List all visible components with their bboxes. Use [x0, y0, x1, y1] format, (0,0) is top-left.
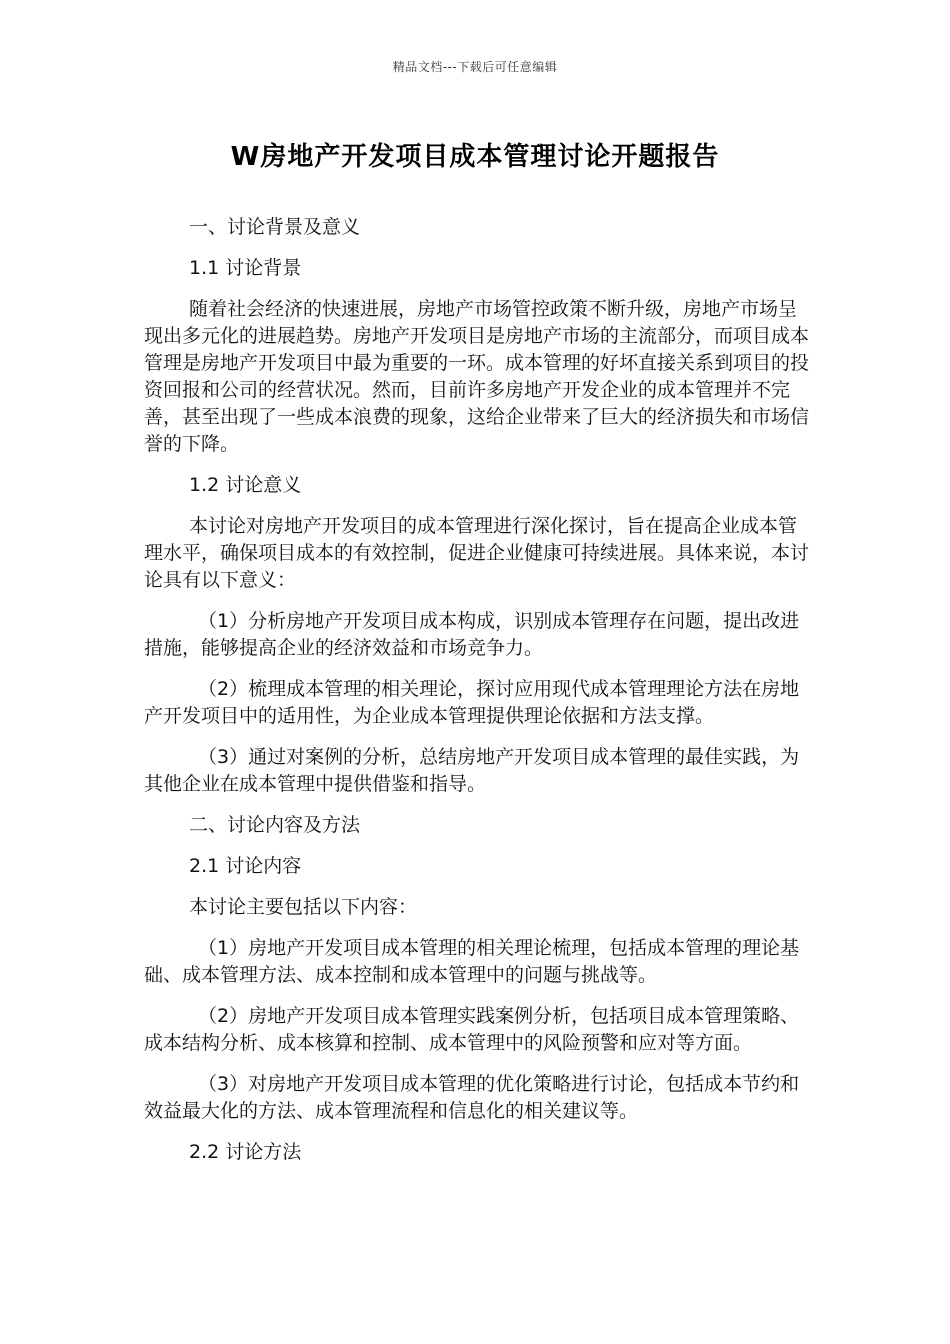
list-item: （3）对房地产开发项目成本管理的优化策略进行讨论，包括成本节约和效益最大化的方法、成本管理流程和信息化的相关建议等。	[144, 1073, 800, 1122]
paragraph-background: 随着社会经济的快速进展，房地产市场管控政策不断升级，房地产市场呈现出多元化的进展趋势。房地产开发项目是房地产市场的主流部分，而项目成本管理是房地产开发项目中最为重要的一环。成本管理的好坏直接关系到项目的投资回报和公司的经营状况。然而，目前许多房地产开发企业的成本管理并不完善，甚至出现了一些成本浪费的现象，这给企业带来了巨大的经济损失和市场信誉的下降。	[144, 298, 810, 455]
subsection-heading-2-1: 2.1 讨论内容	[189, 855, 302, 877]
list-item: （3）通过对案例的分析，总结房地产开发项目成本管理的最佳实践，为其他企业在成本管理中提供借鉴和指导。	[144, 746, 800, 795]
document-body	[144, 214, 812, 1180]
paragraph-significance: 本讨论对房地产开发项目的成本管理进行深化探讨，旨在提高企业成本管理水平，确保项目成本的有效控制，促进企业健康可持续进展。具体来说，本讨论具有以下意义：	[144, 515, 810, 591]
header-note: 精品文档---下载后可任意编辑	[392, 60, 558, 74]
section-heading-1: 一、讨论背景及意义	[189, 216, 361, 238]
paragraph-content-intro: 本讨论主要包括以下内容：	[189, 896, 418, 918]
section-heading-2: 二、讨论内容及方法	[189, 814, 361, 836]
subsection-heading-2-2: 2.2 讨论方法	[189, 1141, 302, 1163]
subsection-heading-1-1: 1.1 讨论背景	[189, 257, 302, 279]
subsection-heading-1-2: 1.2 讨论意义	[189, 474, 302, 496]
list-item: （2）梳理成本管理的相关理论，探讨应用现代成本管理理论方法在房地产开发项目中的适用性，为企业成本管理提供理论依据和方法支撑。	[144, 678, 800, 727]
list-item: （2）房地产开发项目成本管理实践案例分析，包括项目成本管理策略、成本结构分析、成本核算和控制、成本管理中的风险预警和应对等方面。	[144, 1005, 800, 1054]
list-item: （1）房地产开发项目成本管理的相关理论梳理，包括成本管理的理论基础、成本管理方法、成本控制和成本管理中的问题与挑战等。	[144, 937, 800, 986]
list-item: （1）分析房地产开发项目成本构成，识别成本管理存在问题，提出改进措施，能够提高企业的经济效益和市场竞争力。	[144, 610, 800, 659]
document-title: W房地产开发项目成本管理讨论开题报告	[230, 142, 720, 172]
